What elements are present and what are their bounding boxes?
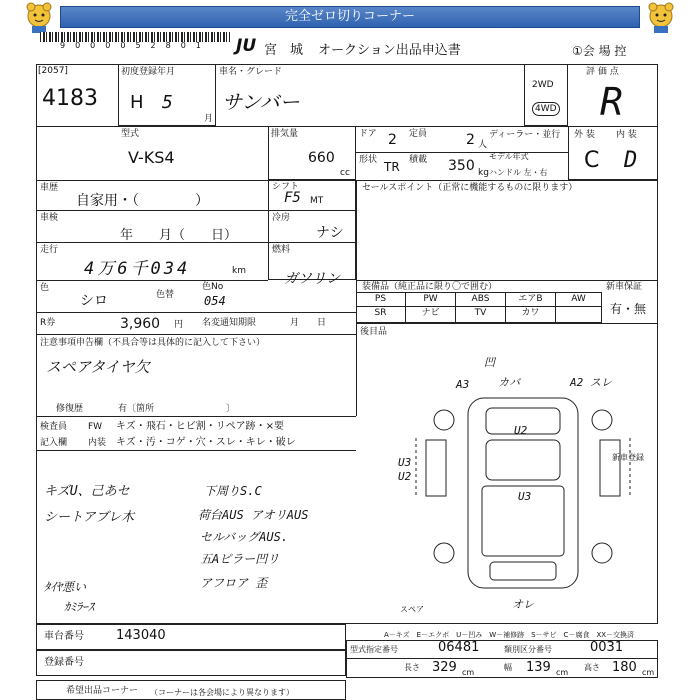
mark-ore: オレ [512,598,534,611]
row7-line [36,312,356,313]
equip-sr: SR [356,307,406,323]
cooler-label: 冷房 [272,213,291,223]
recycle-value: 3,960 [120,316,161,332]
color-change-label: 色替 [156,290,175,300]
mascot-left-icon [22,2,56,34]
height-value: 180 [612,660,637,675]
mark-dent-top: 凹 [484,356,495,369]
entry-inner: 内装 [88,438,107,448]
format-no-label: 型式指定番号 [350,645,398,654]
new-warranty-label: 新車保証 [606,282,643,292]
notice-value: 月 日 [290,318,327,328]
model-label: 型式 [121,129,140,139]
model-value: V-KS4 [128,148,175,167]
car-name: サンバー [222,90,300,114]
hand-note-3: ﾀｲﾔ悪い [44,580,87,594]
equip-abs: ABS [456,292,506,307]
car-name-label: 車名・グレード [219,67,283,77]
capacity-label: 定員 [409,129,428,139]
fuel-value: ガソリン [284,271,340,287]
color-no-value: 054 [204,294,226,308]
entry-label: 記入欄 [40,438,68,448]
height-label: 高さ [584,663,600,672]
displacement-value: 660 [308,150,335,166]
hand-note-right-5: アフロア 歪 [200,576,268,590]
row8-line [36,334,356,335]
interior-label: 内 装 [616,130,637,140]
shift-label: シフト [272,182,300,192]
shift-value: F5 [284,190,301,206]
mileage-label: 走行 [40,245,59,255]
sales-point-label: セールスポイント（正常に機能するものに限ります） [362,183,578,193]
grade-value: R [600,80,623,124]
equip-ps: PS [356,292,406,307]
drive-2wd: 2WD [532,80,554,90]
shape-label: 形状 [359,155,378,165]
inspection-value: 年 月（ 日） [120,228,238,243]
form-title: オークション出品申込書 [318,43,461,58]
venue-copy: ①会 場 控 [572,44,627,58]
format-no-value: 06481 [438,640,480,655]
mark-kaba: カバ [498,376,520,389]
chassis-label: 車台番号 [44,631,84,642]
color-label: 色 [40,283,50,293]
first-reg-label: 初度登録年月 [121,67,176,77]
shift-suffix: MT [310,196,324,206]
hand-note-right-2: 荷台AUS アオリAUS [198,508,309,522]
class-no-label: 類別区分番号 [504,645,552,654]
row5-line [36,242,356,243]
width-label: 幅 [504,663,512,672]
notes-text: スペアタイヤ欠 [46,358,150,376]
equip-pw: PW [406,292,456,307]
row10-line [36,450,356,451]
hand-note-right-1: 下周りS.C [204,484,262,498]
grade-label: 評 価 点 [586,67,619,77]
hand-note-right-4: 五Aピラー凹リ [200,552,280,566]
hand-note-1: キズU、己あセ [44,484,130,499]
height-unit: cm [642,668,655,677]
equip-airbag: エアB [506,292,556,307]
color-value: シロ [80,293,108,309]
notes-right-border [356,180,357,416]
first-reg-year: 5 [162,92,173,113]
mark-a2-sure: A2 スレ [570,376,612,389]
width-unit: cm [556,668,569,677]
row1-bottom-left [36,126,118,127]
desired-note: （コーナーは各会場により異なります） [150,688,294,697]
load-unit: kg [478,168,489,178]
length-label: 長さ [404,663,420,672]
km-unit: km [232,266,246,276]
mark-u2-top: U2 [514,424,528,437]
row9-line [36,416,356,417]
reg-number-label: 登録番号 [44,657,84,668]
doors-label: ドア [359,129,377,139]
mark-u3-center: U3 [518,490,532,503]
length-value: 329 [432,660,457,675]
capacity-unit: 人 [478,140,488,150]
lot-ref: [2057] [38,66,68,76]
row4-line [36,210,356,211]
ju-logo: JU [236,36,257,56]
equipment-label: 装備品（純正品に限り〇で囲む） [362,282,498,292]
accessories-label: 後目品 [360,327,388,337]
hand-note-right-3: セルバッグAUS. [200,530,289,544]
inspector-row1: キズ・飛石・ヒビ割・リペア跡・×要 [116,421,284,432]
shape-value: TR [384,160,400,174]
equip-tv: TV [456,307,506,323]
mileage-value: 4万6千034 [84,259,191,279]
hand-note-4: ｶﾐﾗｰｽ [64,600,95,614]
inspection-label: 車検 [40,213,59,223]
notes-label: 注意事項申告欄（不具合等は具体的に記入して下さい） [40,338,266,348]
cc-unit: cc [340,168,350,178]
equip-leather: カワ [506,307,556,323]
mark-a3: A3 [456,378,470,391]
load-label: 積載 [409,155,428,165]
row6-line [36,280,268,281]
new-warranty-value: 有・無 [610,302,647,316]
mark-u3-left: U3 [398,456,412,469]
exterior-value: C [584,148,600,173]
exterior-label: 外 装 [574,130,595,140]
load-value: 350 [448,158,475,174]
equip-navi: ナビ [406,307,456,323]
hand-note-2: シートアブレ木 [44,510,135,525]
usage-label: 車歴 [40,183,59,193]
length-unit: cm [462,668,475,677]
drive-4wd: 4WD [532,102,560,116]
notice-label: 名変通知期限 [202,318,257,328]
mark-spare: スペア [400,605,424,614]
fuel-label: 燃料 [272,245,291,255]
first-reg-era: H [130,92,144,113]
dealer-label: ディーラー・並行 [489,130,561,140]
class-no-value: 0031 [590,640,624,655]
equip-aw: AW [556,292,602,307]
month-unit: 月 [204,114,214,124]
chassis-value: 143040 [116,628,166,643]
interior-value: D [624,148,638,173]
repair-value: 有〔箇所 〕 [118,404,236,414]
capacity-value: 2 [466,132,475,148]
inspector-fw: FW [88,422,103,432]
handle-label: ハンドル 左・右 [489,168,548,177]
row2-midline [356,152,568,153]
drive-cell [524,64,568,126]
mark-u2-left: U2 [398,470,412,483]
banner-title: 完全ゼロ切りコーナー [60,6,640,28]
lot-number: 4183 [42,86,98,111]
displacement-label: 排気量 [271,129,299,139]
color-no-label: 色No [202,282,224,292]
equip-blank [556,307,602,323]
yen-unit: 円 [174,320,184,330]
doors-value: 2 [388,132,397,148]
org-name: 宮 城 [264,43,304,58]
cooler-value: ナシ [316,225,344,241]
new-car-reg: 新車登録 [612,453,644,462]
model-year-label: モデル年式 [489,152,529,161]
damage-legend: A－キズ E－エクボ U－凹み W－補修跡 S－サビ C－腐食 XX－交換済 [384,631,635,639]
spec-midline [346,658,658,659]
mascot-right-icon [644,2,678,34]
repair-label: 修復歴 [56,404,84,414]
barcode-text: 9000052801 [60,41,211,50]
recycle-label: R券 [40,318,56,328]
entry-row2: キズ・汚・コゲ・穴・スレ・キレ・破レ [116,437,296,448]
width-value: 139 [526,660,551,675]
usage-value: 自家用・（ ） [76,193,209,209]
desired-label: 希望出品コーナー [66,686,139,696]
inspector-label: 検査員 [40,422,68,432]
